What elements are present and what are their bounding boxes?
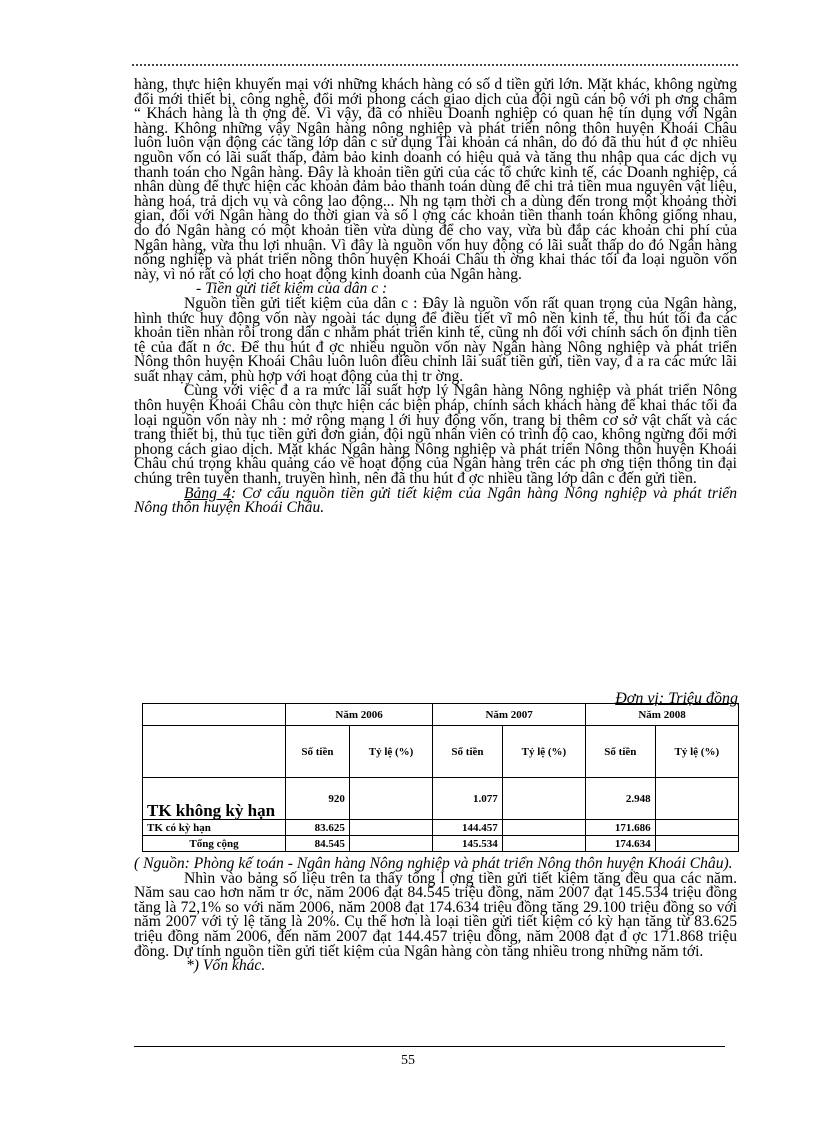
col-ratio-2007: Tỷ lệ (%) [502, 726, 585, 778]
col-amount-2007: Số tiền [433, 726, 503, 778]
cell-term-2007: 144.457 [433, 820, 503, 836]
cell-demand-2006: 920 [286, 778, 350, 820]
cell-empty [502, 820, 585, 836]
col-amount-2006: Số tiền [286, 726, 350, 778]
row-label-term: TK có kỳ hạn [143, 820, 286, 836]
subheading-other-capital: *) Vốn khác. [186, 957, 266, 975]
table-row [143, 836, 739, 852]
cell-empty [655, 820, 738, 836]
cell-empty [502, 836, 585, 852]
table-subheader-blank [143, 726, 286, 778]
cell-empty [349, 820, 432, 836]
paragraph-2: Nguồn tiền gửi tiết kiệm của dân c : Đây là nguồn vốn rất quan trọng của Ngân hàng, hình thức huy động vốn này ngoài tác dụng để điều tiết vĩ mô nền kinh tế, thu hút tối đa các khoản tiền nhàn rỗi trong dân c nhằm phát triển kinh tế, cũng nh đối với chính sách ổn định tiền tệ của đất n ớc. Để thu hút đ ợc nhiều nguồn vốn này Ngân hàng Nông nghiệp và phát triển Nông thôn huyện Khoái Châu luôn luôn điều chỉnh lãi suất tiền gửi, tiền vay, đ a ra các mức lãi suất nhạy cảm, phù hợp với hoạt động của thị tr ờng. [134, 294, 737, 385]
paragraph-1: hàng, thực hiện khuyến mại với những khách hàng có số d tiền gửi lớn. Mặt khác, không ngừng đổi mới thiết bị, công nghệ, đổi mới phong cách giao dịch của đội ngũ cán bộ với ph ơng châm “ Khách hàng là th ợng đế. Vì vậy, đã có nhiều Doanh nghiệp có quan hệ tín dụng với Ngân hàng. Không những vậy Ngân hàng nông nghiệp và phát triển nông thôn huyện Khoái Châu luôn luôn vận động các tầng lớp dân c sử dụng Tài khoản cá nhân, do đó đã thu hút đ ợc nhiều nguồn vốn có lãi suất thấp, đảm bảo kinh doanh có hiệu quả và tăng thu nhập qua các dịch vụ thanh toán cho Ngân hàng. Đây là khoản tiền gửi của các tổ chức kinh tế, các Doanh nghiệp, cá nhân dùng để thực hiện các khoản đảm bảo thanh toán dùng để chi trả tiền mua nguyên vật liệu, hàng hoá, trả dịch vụ và công lao động... Nh ng tạm thời ch a dùng đến trong một khoảng thời gian, đối với Ngân hàng do thời gian và số l ợng các khoản tiền thanh toán không giống nhau, do đó Ngân hàng có một khoản tiền vừa dùng để cho vay, vừa bù đắp các khoản chi phí của Ngân hàng, vừa thu lợi nhuận. Vì đây là nguồn vốn huy động có lãi suất thấp do đó Ngân hàng nông nghiệp và phát triển nông thôn huyện Khoái Châu th ờng khai thác tối đa loại nguồn vốn này, vì nó rất có lợi cho hoạt động kinh doanh của Ngân hàng. [134, 76, 737, 283]
table-caption-text: : Cơ cấu nguồn tiền gửi tiết kiệm của Ngân hàng Nông nghiệp và phát triển Nông thôn huyện Khoái Châu. [134, 484, 737, 517]
year-header-2008: Năm 2008 [586, 704, 739, 726]
table-row [143, 778, 739, 820]
cell-total-2007: 145.534 [433, 836, 503, 852]
savings-table [142, 703, 739, 852]
body-text-top [134, 78, 737, 516]
cell-empty [655, 778, 738, 820]
header-dotted-rule [132, 64, 738, 66]
cell-empty [655, 836, 738, 852]
paragraph-4: Nhìn vào bảng số liệu trên ta thấy tổng l ợng tiền gửi tiết kiệm tăng đều qua các năm. Năm sau cao hơn năm tr ớc, năm 2006 đạt 84.545 triệu đồng, năm 2007 đạt 145.534 triệu đồng tăng là 72,1% so với năm 2006, năm 2008 đạt 174.634 triệu đồng tăng 29.100 triệu đồng so với năm 2007 với tỷ lệ tăng là 20%. Cụ thể hơn là loại tiền gửi tiết kiệm có kỳ hạn tăng từ 83.625 triệu đồng năm 2006, đến năm 2007 đạt 144.457 triệu đồng, năm 2008 đạt đ ợc 171.868 triệu đồng. Dự tính nguồn tiền gửi tiết kiệm của Ngân hàng còn tăng nhiều trong những năm tới. [134, 869, 737, 960]
paragraph-3: Cùng với việc đ a ra mức lãi suất hợp lý Ngân hàng Nông nghiệp và phát triển Nông thôn huyện Khoái Châu còn thực hiện các biện pháp, chính sách khách hàng để khai thác tối đa loại nguồn vốn này nh : mở rộng mạng l ới huy động vốn, trang bị thêm cơ sở vật chất và các trang thiết bị, thủ tục tiền gửi đơn giản, đội ngũ nhân viên có trình độ cao, không ngừng đổi mới phong cách giao dịch. Mặt khác Ngân hàng Nông nghiệp và phát triển Nông thôn huyện Khoái Châu chú trọng khâu quảng cáo về hoạt động của Ngân hàng trên các ph ơng tiện thông tin đại chúng trên tuyền thanh, truyền hình, nên đã thu hút đ ợc nhiều tầng lớp dân c đến gửi tiền. [134, 382, 737, 488]
cell-term-2008: 171.686 [586, 820, 656, 836]
cell-empty [502, 778, 585, 820]
row-label-demand: TK không kỳ hạn [143, 778, 286, 820]
cell-demand-2007: 1.077 [433, 778, 503, 820]
year-header-2007: Năm 2007 [433, 704, 586, 726]
body-text-bottom [134, 857, 737, 974]
row-label-total: Tổng cộng [143, 836, 286, 852]
col-ratio-2008: Tỷ lệ (%) [655, 726, 738, 778]
unit-label: Đơn vị: Triệu đồng [615, 690, 738, 707]
cell-demand-2008: 2.948 [586, 778, 656, 820]
table-source: ( Nguồn: Phòng kế toán - Ngân hàng Nông nghiệp và phát triển Nông thôn huyện Khoái Châu). [134, 855, 733, 872]
cell-empty [349, 778, 432, 820]
table-caption [134, 484, 737, 517]
table-caption-label: Bảng 4 [184, 484, 231, 502]
cell-empty [349, 836, 432, 852]
col-ratio-2006: Tỷ lệ (%) [349, 726, 432, 778]
table-corner [143, 704, 286, 726]
table-row [143, 820, 739, 836]
footer-rule [134, 1046, 725, 1047]
cell-term-2006: 83.625 [286, 820, 350, 836]
cell-total-2006: 84.545 [286, 836, 350, 852]
cell-total-2008: 174.634 [586, 836, 656, 852]
page-number: 55 [401, 1053, 415, 1068]
subheading-savings: - Tiền gửi tiết kiệm của dân c : [196, 280, 388, 298]
col-amount-2008: Số tiền [586, 726, 656, 778]
year-header-2006: Năm 2006 [286, 704, 433, 726]
